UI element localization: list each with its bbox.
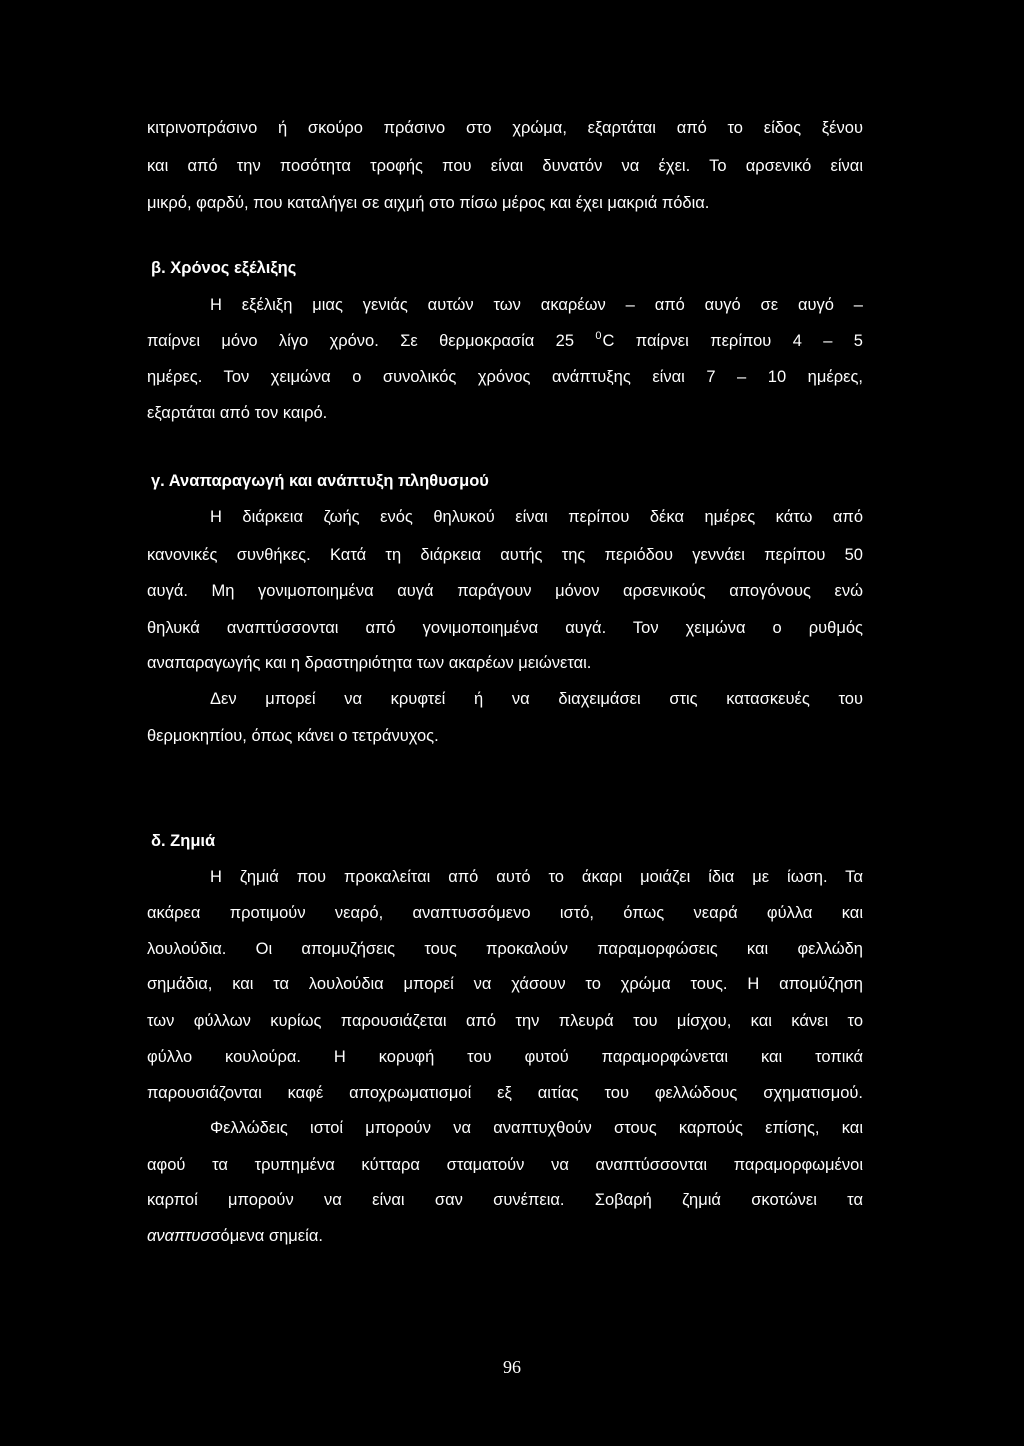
text-line: Η διάρκεια ζωής ενός θηλυκού είναι περίπου δέκα ημέρες κάτω από [210, 508, 863, 526]
text-line: κιτρινοπράσινο ή σκούρο πράσινο στο χρώμα, εξαρτάται από το είδος ξένου [147, 119, 863, 137]
text-fragment: σόμενα σημεία. [210, 1227, 323, 1245]
section-heading: δ. Ζημιά [151, 832, 216, 850]
text-line: Φελλώδεις ιστοί μπορούν να αναπτυχθούν στους καρπούς επίσης, και [210, 1119, 863, 1137]
degree-superscript: 0 [595, 330, 602, 342]
text-line: θερμοκηπίου, όπως κάνει ο τετράνυχος. [147, 727, 439, 745]
text-fragment: C παίρνει περίπου 4 – 5 [602, 332, 863, 350]
text-line: ημέρες. Τον χειμώνα ο συνολικός χρόνος ανάπτυξης είναι 7 – 10 ημέρες, [147, 368, 863, 386]
text-line: λουλούδια. Οι απομυζήσεις τους προκαλούν παραμορφώσεις και φελλώδη [147, 940, 863, 958]
text-line [147, 331, 863, 353]
text-line: αναπαραγωγής και η δραστηριότητα των ακαρέων μειώνεται. [147, 654, 592, 672]
temperature-unit [595, 332, 863, 350]
text-line: Η εξέλιξη μιας γενιάς αυτών των ακαρέων – από αυγό σε αυγό – [210, 296, 863, 314]
text-line: κανονικές συνθήκες. Κατά τη διάρκεια αυτής της περιόδου γεννάει περίπου 50 [147, 546, 863, 564]
text-line: σημάδια, και τα λουλούδια μπορεί να χάσουν το χρώμα τους. Η απομύζηση [147, 975, 863, 993]
text-line [147, 1226, 863, 1248]
text-line: καρποί μπορούν να είναι σαν συνέπεια. Σοβαρή ζημιά σκοτώνει τα [147, 1191, 863, 1209]
text-line: αφού τα τρυπημένα κύτταρα σταματούν να αναπτύσσονται παραμορφωμένοι [147, 1156, 863, 1174]
text-line: αυγά. Μη γονιμοποιημένα αυγά παράγουν μόνον αρσενικούς απογόνους ενώ [147, 582, 863, 600]
text-line: θηλυκά αναπτύσσονται από γονιμοποιημένα αυγά. Τον χειμώνα ο ρυθμός [147, 619, 863, 637]
section-heading: β. Χρόνος εξέλιξης [151, 259, 297, 277]
text-line: εξαρτάται από τον καιρό. [147, 404, 328, 422]
page-number: 96 [503, 1357, 521, 1377]
text-line: παρουσιάζονται καφέ αποχρωματισμοί εξ αιτίας του φελλώδους σχηματισμού. [147, 1084, 863, 1102]
text-line: Δεν μπορεί να κρυφτεί ή να διαχειμάσει στις κατασκευές του [210, 690, 863, 708]
text-line: μικρό, φαρδύ, που καταλήγει σε αιχμή στο πίσω μέρος και έχει μακριά πόδια. [147, 194, 710, 212]
text-line: και από την ποσότητα τροφής που είναι δυνατόν να έχει. Το αρσενικό είναι [147, 157, 863, 175]
italic-fragment: αναπτυσ [147, 1227, 211, 1245]
text-line: φύλλο κουλούρα. Η κορυφή του φυτού παραμορφώνεται και τοπικά [147, 1048, 863, 1066]
text-fragment: παίρνει μόνο λίγο χρόνο. Σε θερμοκρασία 25 [147, 332, 575, 350]
section-heading: γ. Αναπαραγωγή και ανάπτυξη πληθυσμού [151, 472, 489, 490]
text-line: των φύλλων κυρίως παρουσιάζεται από την πλευρά του μίσχου, και κάνει το [147, 1012, 863, 1030]
text-line: ακάρεα προτιμούν νεαρό, αναπτυσσόμενο ιστό, όπως νεαρά φύλλα και [147, 904, 863, 922]
text-line: Η ζημιά που προκαλείται από αυτό το άκαρι μοιάζει ίδια με ίωση. Τα [210, 868, 863, 886]
